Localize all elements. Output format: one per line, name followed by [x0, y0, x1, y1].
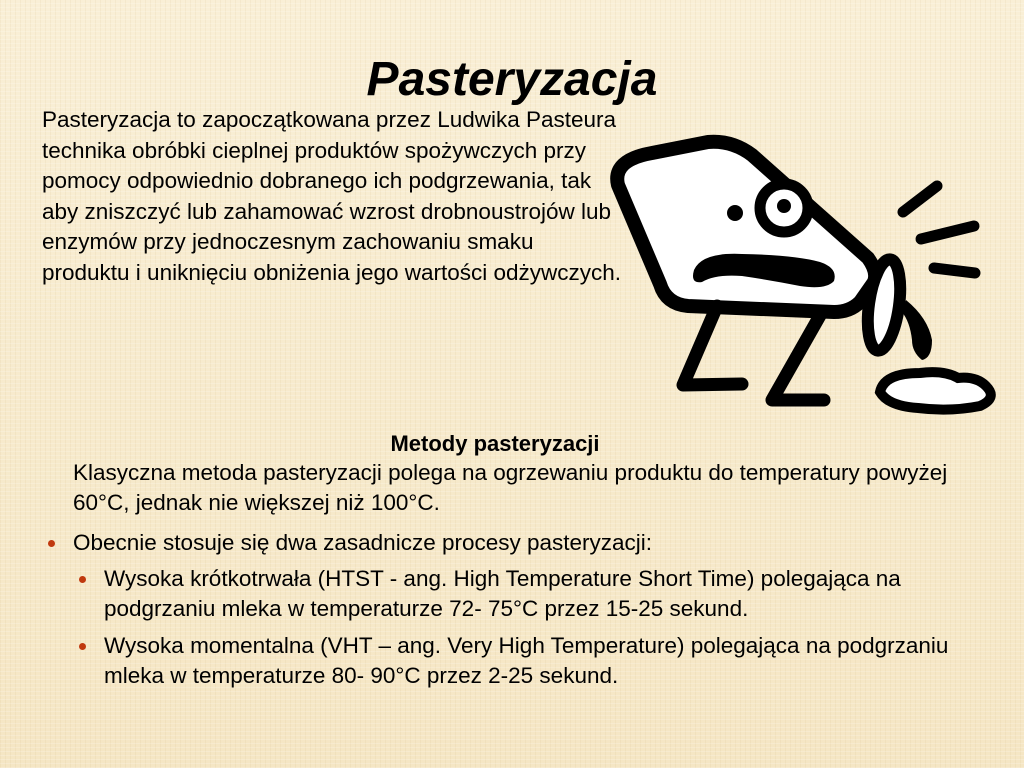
- processes-intro: Obecnie stosuje się dwa zasadnicze procesy pasteryzacji:: [73, 530, 653, 555]
- methods-section: [42, 430, 992, 698]
- list-item: [42, 528, 992, 691]
- methods-intro: Klasyczna metoda pasteryzacji polega na ogrzewaniu produktu do temperatury powyżej 60°C, jednak nie większej niż 100°C.: [73, 460, 948, 515]
- spilled-milk-bottle-illustration: [610, 132, 1005, 422]
- process-vht: Wysoka momentalna (VHT – ang. Very High Temperature) polegająca na podgrzaniu mleka w temperaturze 80- 90°C przez 2-25 sekund.: [104, 633, 949, 688]
- list-item: [73, 631, 954, 691]
- bullet-icon: [48, 540, 55, 547]
- process-sublist: [73, 564, 992, 691]
- bullet-icon: [79, 576, 86, 583]
- methods-heading: Metody pasteryzacji: [390, 431, 600, 456]
- list-item: [73, 564, 954, 624]
- bullet-icon: [79, 643, 86, 650]
- process-htst: Wysoka krótkotrwała (HTST - ang. High Temperature Short Time) polegająca na podgrzaniu mleka w temperaturze 72- 75°C przez 15-25 sekund.: [104, 566, 901, 621]
- processes-list: [42, 528, 992, 691]
- intro-paragraph: Pasteryzacja to zapoczątkowana przez Ludwika Pasteura technika obróbki cieplnej produktów spożywczych przy pomocy odpowiednio dobranego ich podgrzewania, tak aby zniszczyć lub zahamować wzrost drobnoustrojów lub enzymów przy jednoczesnym zachowaniu smaku produktu i uniknięciu obniżenia jego wartości odżywczych.: [42, 107, 622, 285]
- slide-title: Pasteryzacja: [366, 53, 658, 106]
